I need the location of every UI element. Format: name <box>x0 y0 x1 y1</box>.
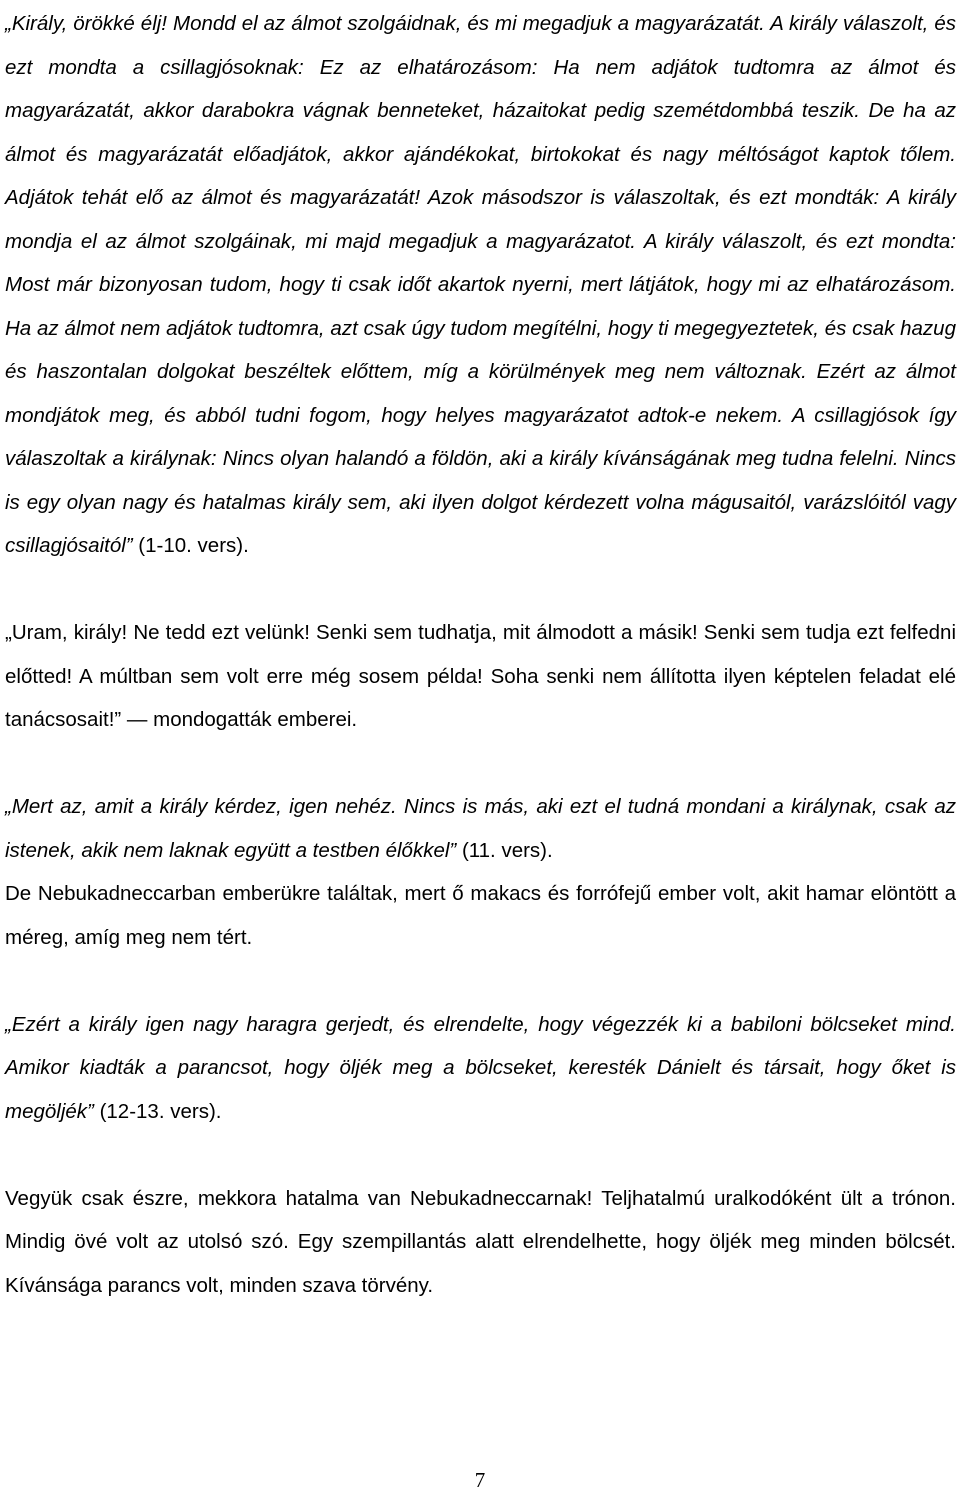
kings-power-text: Vegyük csak észre, mekkora hatalma van Nebukadneccarnak! Teljhatalmú uralkodóként ült a trónon. Mindig övé volt az utolsó szó. Egy szempillantás alatt elrendelhette, hogy öljék meg minden bölcsét. Kívánsága parancs volt, minden szava törvény. <box>5 1186 956 1297</box>
paragraph-kings-power <box>5 1177 956 1308</box>
paragraph-spacer <box>5 742 956 786</box>
reference-verse-11: (11. vers). <box>456 838 553 862</box>
nebuchadnezzar-temper-text: De Nebukadneccarban emberükre találtak, mert ő makacs és forrófejű ember volt, akit hamar elöntött a méreg, amíg meg nem tért. <box>5 882 956 949</box>
paragraph-verses-12-13 <box>5 1003 956 1134</box>
paragraph-spacer <box>5 959 956 1003</box>
quote-verses-12-13: „Ezért a király igen nagy haragra gerjedt, és elrendelte, hogy végezzék ki a babiloni bölcseket mind. Amikor kiadták a parancsot, hogy öljék meg a bölcseket, keresték Dánielt és társait, hogy őket is megöljék” <box>5 1012 956 1123</box>
reference-verses-12-13: (12-13. vers). <box>93 1099 222 1123</box>
reference-verses-1-10: (1-10. vers). <box>132 534 249 557</box>
quote-verses-1-10: „Király, örökké élj! Mondd el az álmot szolgáidnak, és mi megadjuk a magyarázatát. A király válaszolt, és ezt mondta a csillagjósoknak: Ez az elhatározásom: Ha nem adjátok tudtomra az álmot és magyarázatát, akkor darabokra vágnak benneteket, házaitokat pedig szemétdombbá teszik. De ha az álmot és magyarázatát előadjátok, akkor ajándékokat, birtokokat és nagy méltóságot kaptok tőlem. Adjátok tehát elő az álmot és magyarázatát! Azok másodszor is válaszoltak, és ezt mondták: A király mondja el az álmot szolgáinak, mi majd megadjuk a magyarázatot. A király válaszolt, és ezt mondta: Most már bizonyosan tudom, hogy ti csak időt akartok nyerni, mert látjátok, hogy mi az elhatározásom. Ha az álmot nem adjátok tudtomra, azt csak úgy tudom megítélni, hogy ti megegyeztetek, és csak hazug és haszontalan dolgokat beszéltek előttem, míg a körülmények meg nem változnak. Ezért az álmot mondjátok meg, és abból tudni fogom, hogy helyes magyarázatot adtok-e nekem. A csillagjósok így válaszoltak a királynak: Nincs olyan halandó a földön, aki a király kívánságának meg tudna felelni. Nincs is egy olyan nagy és hatalmas király sem, aki ilyen dolgot kérdezett volna mágusaitól, varázslóitól vagy csillagjósaitól” <box>5 12 956 557</box>
paragraph-nebuchadnezzar-temper <box>5 872 956 959</box>
quote-verse-11: „Mert az, amit a király kérdez, igen nehéz. Nincs is más, aki ezt el tudná mondani a királynak, csak az istenek, akik nem laknak együtt a testben élőkkel” <box>5 795 956 862</box>
paragraph-kings-demand <box>5 2 956 568</box>
document-page <box>5 2 956 1307</box>
advisors-plea-text: „Uram, király! Ne tedd ezt velünk! Senki sem tudhatja, mit álmodott a másik! Senki sem tudja ezt felfedni előtted! A múltban sem volt erre még sosem példa! Soha senki nem állította ilyen képtelen feladat elé tanácsosait!” — mondogatták emberei. <box>5 621 956 731</box>
paragraph-verse-11 <box>5 785 956 872</box>
page-number: 7 <box>474 1468 486 1492</box>
paragraph-spacer <box>5 1133 956 1177</box>
paragraph-spacer <box>5 568 956 612</box>
paragraph-advisors-plea <box>5 611 956 742</box>
